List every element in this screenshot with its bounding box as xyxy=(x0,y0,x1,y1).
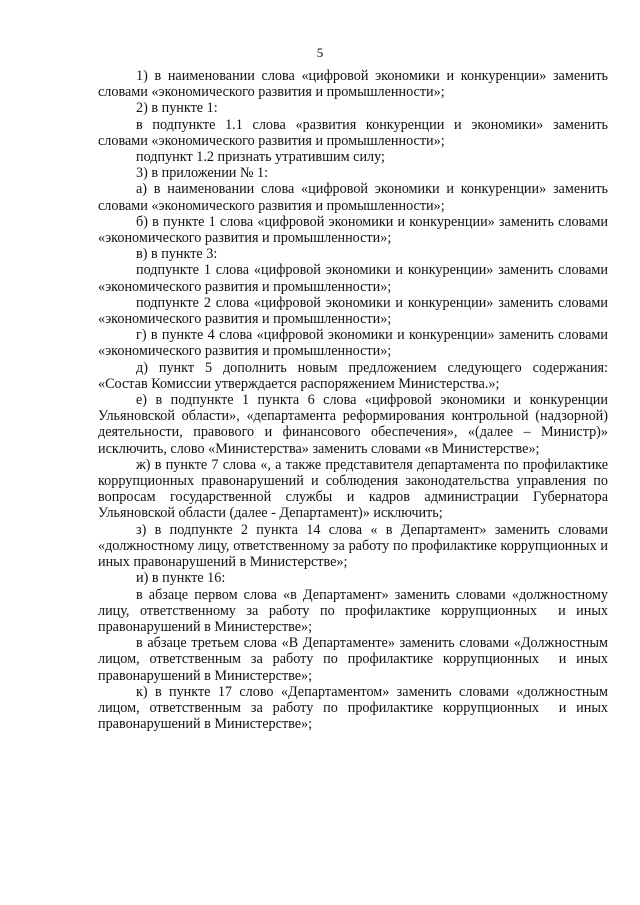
paragraph-9: подпункте 1 слова «цифровой экономики и конкуренции» заменить словами «экономического развития и промышленности»; xyxy=(98,262,612,295)
paragraph-17: в абзаце первом слова «в Департамент» заменить словами «должностному лицу, ответственному за работу по профилактике коррупционных и иных правонарушений в Министерстве»; xyxy=(98,586,612,635)
paragraph-4: подпункт 1.2 признать утратившим силу; xyxy=(136,149,385,166)
paragraph-18: в абзаце третьем слова «В Департаменте» заменить словами «Должностным лицом, ответственным за работу по профилактике коррупционных и иных правонарушений в Министерстве»; xyxy=(98,635,612,684)
paragraph-2: 2) в пункте 1: xyxy=(136,100,218,117)
paragraph-6: а) в наименовании слова «цифровой экономики и конкуренции» заменить словами «экономического развития и промышленности»; xyxy=(98,181,612,214)
paragraph-3: в подпункте 1.1 слова «развития конкуренции и экономики» заменить словами «экономического развития и промышленности»; xyxy=(98,116,612,149)
paragraph-7: б) в пункте 1 слова «цифровой экономики и конкуренции» заменить словами «экономического развития и промышленности»; xyxy=(98,213,612,247)
paragraph-5: 3) в приложении № 1: xyxy=(136,165,269,182)
paragraph-10: подпункте 2 слова «цифровой экономики и конкуренции» заменить словами «экономического развития и промышленности»; xyxy=(98,294,612,328)
paragraph-8: в) в пункте 3: xyxy=(136,246,218,263)
paragraph-1: 1) в наименовании слова «цифровой экономики и конкуренции» заменить словами «экономического развития и промышленности»; xyxy=(98,68,612,101)
paragraph-16: и) в пункте 16: xyxy=(136,570,226,587)
paragraph-14: ж) в пункте 7 слова «, а также представителя департамента по профилактике коррупционных правонарушений и соблюдения законодательства управления по вопросам государственной службы и кадров администрации Губернатора Ульяновской области (далее - Департамент)» исключить; xyxy=(98,456,612,522)
page-number: 5 xyxy=(316,45,324,60)
paragraph-15: з) в подпункте 2 пункта 14 слова « в Департамент» заменить словами «должностному лицу, ответственному за работу по профилактике коррупционных и иных правонарушений в Министерстве»; xyxy=(98,521,612,571)
paragraph-19: к) в пункте 17 слово «Департаментом» заменить словами «должностным лицом, ответственным за работу по профилактике коррупционных и иных правонарушений в Министерстве»; xyxy=(98,683,612,733)
paragraph-11: г) в пункте 4 слова «цифровой экономики и конкуренции» заменить словами «экономического развития и промышленности»; xyxy=(98,327,612,360)
paragraph-13: е) в подпункте 1 пункта 6 слова «цифровой экономики и конкуренции Ульяновской области», «департамента реформирования контрольной (надзорной) деятельности, правового и финансового обеспечения», «(далее – Министр)» исключить, слово «Министерства» заменить словами «в Министерстве»; xyxy=(98,392,612,457)
document-body xyxy=(98,68,612,733)
paragraph-12: д) пункт 5 дополнить новым предложением следующего содержания: «Состав Комиссии утверждается распоряжением Министерства.»; xyxy=(98,359,612,392)
